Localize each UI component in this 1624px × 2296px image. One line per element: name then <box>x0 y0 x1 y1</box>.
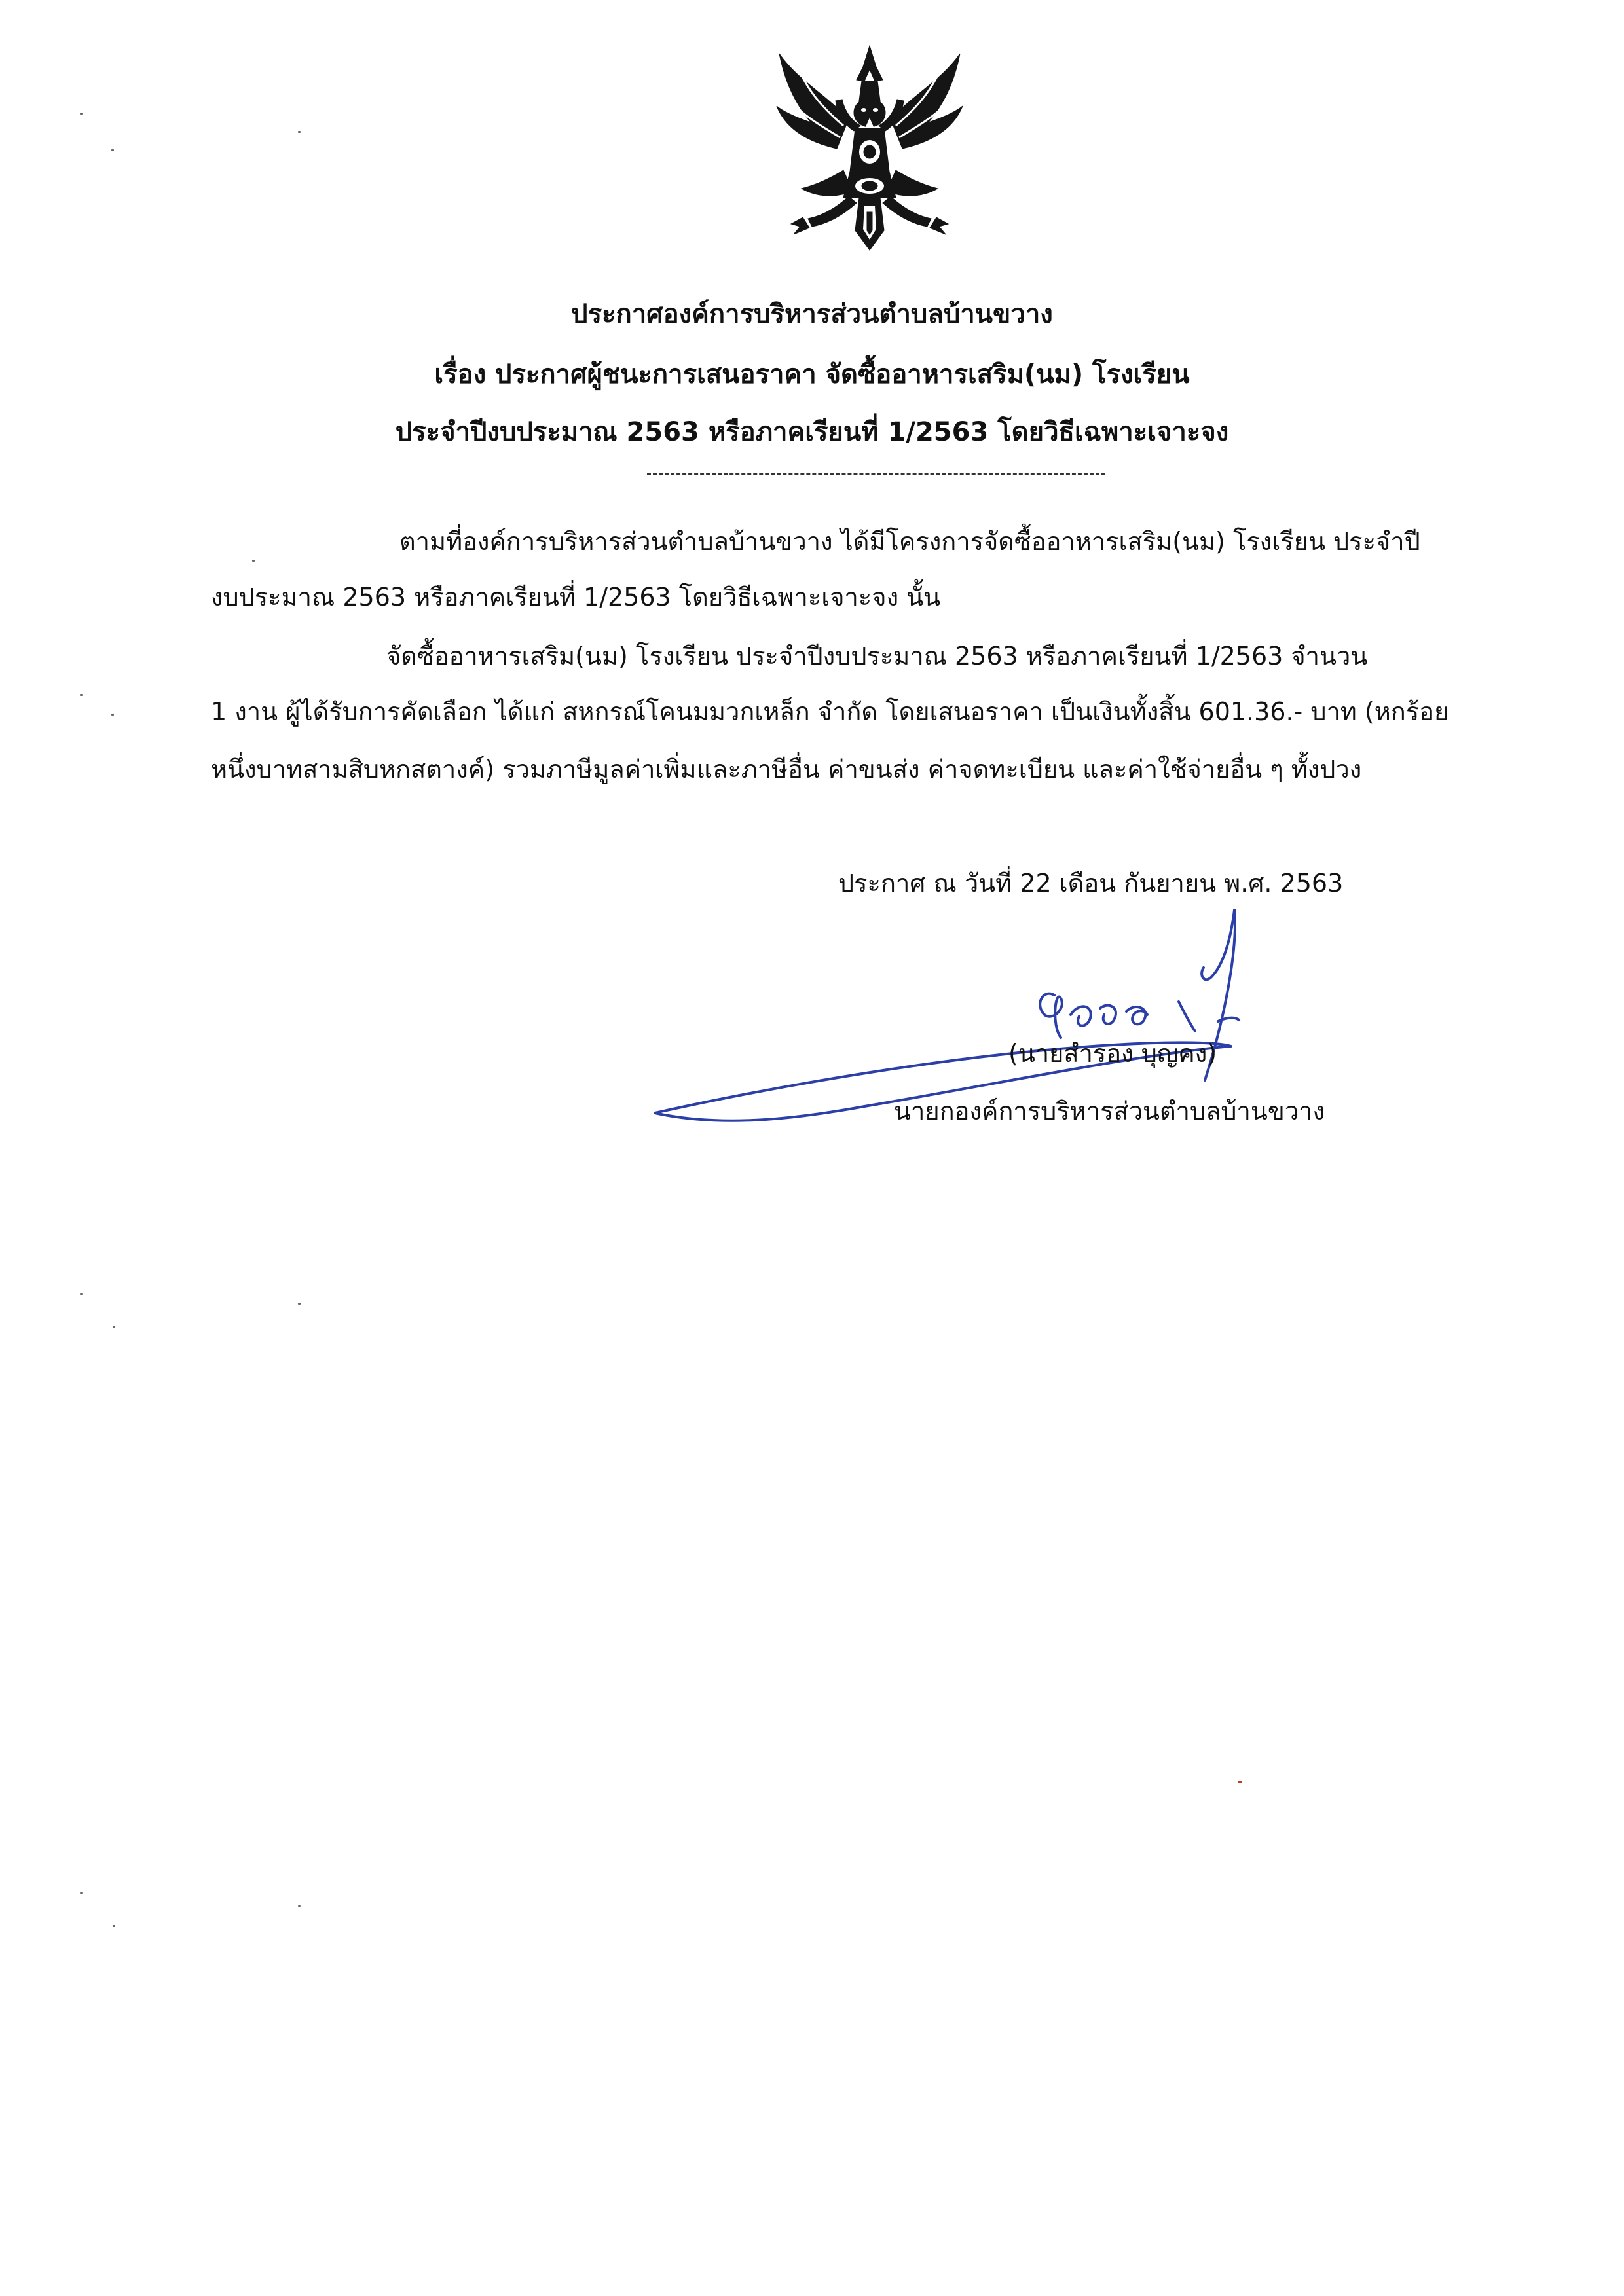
scan-speck <box>1238 1781 1242 1783</box>
signer-name: (นายสำรอง บุญคง) <box>1008 1039 1217 1068</box>
paragraph-2-line-2: 1 งาน ผู้ได้รับการคัดเลือก ได้แก่ สหกรณ์โคนมมวกเหล็ก จำกัด โดยเสนอราคา เป็นเงินทั้งสิ้น 601.36.- บาท (หกร้อย <box>211 697 1449 726</box>
garuda-emblem-icon <box>771 41 968 257</box>
scan-speck <box>113 1326 115 1328</box>
scan-speck <box>111 714 114 716</box>
paragraph-2-line-1: จัดซื้ออาหารเสริม(นม) โรงเรียน ประจำปีงบประมาณ 2563 หรือภาคเรียนที่ 1/2563 จำนวน <box>386 642 1368 670</box>
scan-speck <box>80 1293 83 1295</box>
announcement-title: ประกาศองค์การบริหารส่วนตำบลบ้านขวาง <box>571 299 1053 329</box>
scan-speck <box>80 1892 83 1894</box>
scan-speck <box>252 560 255 562</box>
paragraph-2-line-3: หนึ่งบาทสามสิบหกสตางค์) รวมภาษีมูลค่าเพิ่มและภาษีอื่น ค่าขนส่ง ค่าจดทะเบียน และค่าใช้จ่ายอื่น ๆ ทั้งปวง <box>211 755 1362 784</box>
scan-speck <box>111 149 114 151</box>
paragraph-1-line-2: งบประมาณ 2563 หรือภาคเรียนที่ 1/2563 โดยวิธีเฉพาะเจาะจง นั้น <box>211 583 941 611</box>
scan-speck <box>298 131 301 133</box>
scan-speck <box>298 1905 301 1907</box>
announcement-subject: เรื่อง ประกาศผู้ชนะการเสนอราคา จัดซื้ออาหารเสริม(นม) โรงเรียน <box>434 359 1190 390</box>
announcement-date: ประกาศ ณ วันที่ 22 เดือน กันยายน พ.ศ. 2563 <box>838 869 1344 898</box>
paragraph-1-line-1: ตามที่องค์การบริหารส่วนตำบลบ้านขวาง ได้มีโครงการจัดซื้ออาหารเสริม(นม) โรงเรียน ประจำปี <box>399 527 1420 556</box>
signer-title: นายกองค์การบริหารส่วนตำบลบ้านขวาง <box>894 1097 1325 1125</box>
scan-speck <box>113 1925 115 1927</box>
scan-speck <box>80 694 83 696</box>
scan-speck <box>80 113 83 115</box>
announcement-subject-cont: ประจำปีงบประมาณ 2563 หรือภาคเรียนที่ 1/2563 โดยวิธีเฉพาะเจาะจง <box>395 417 1229 447</box>
separator-line <box>647 473 1105 475</box>
scan-speck <box>298 1303 301 1305</box>
